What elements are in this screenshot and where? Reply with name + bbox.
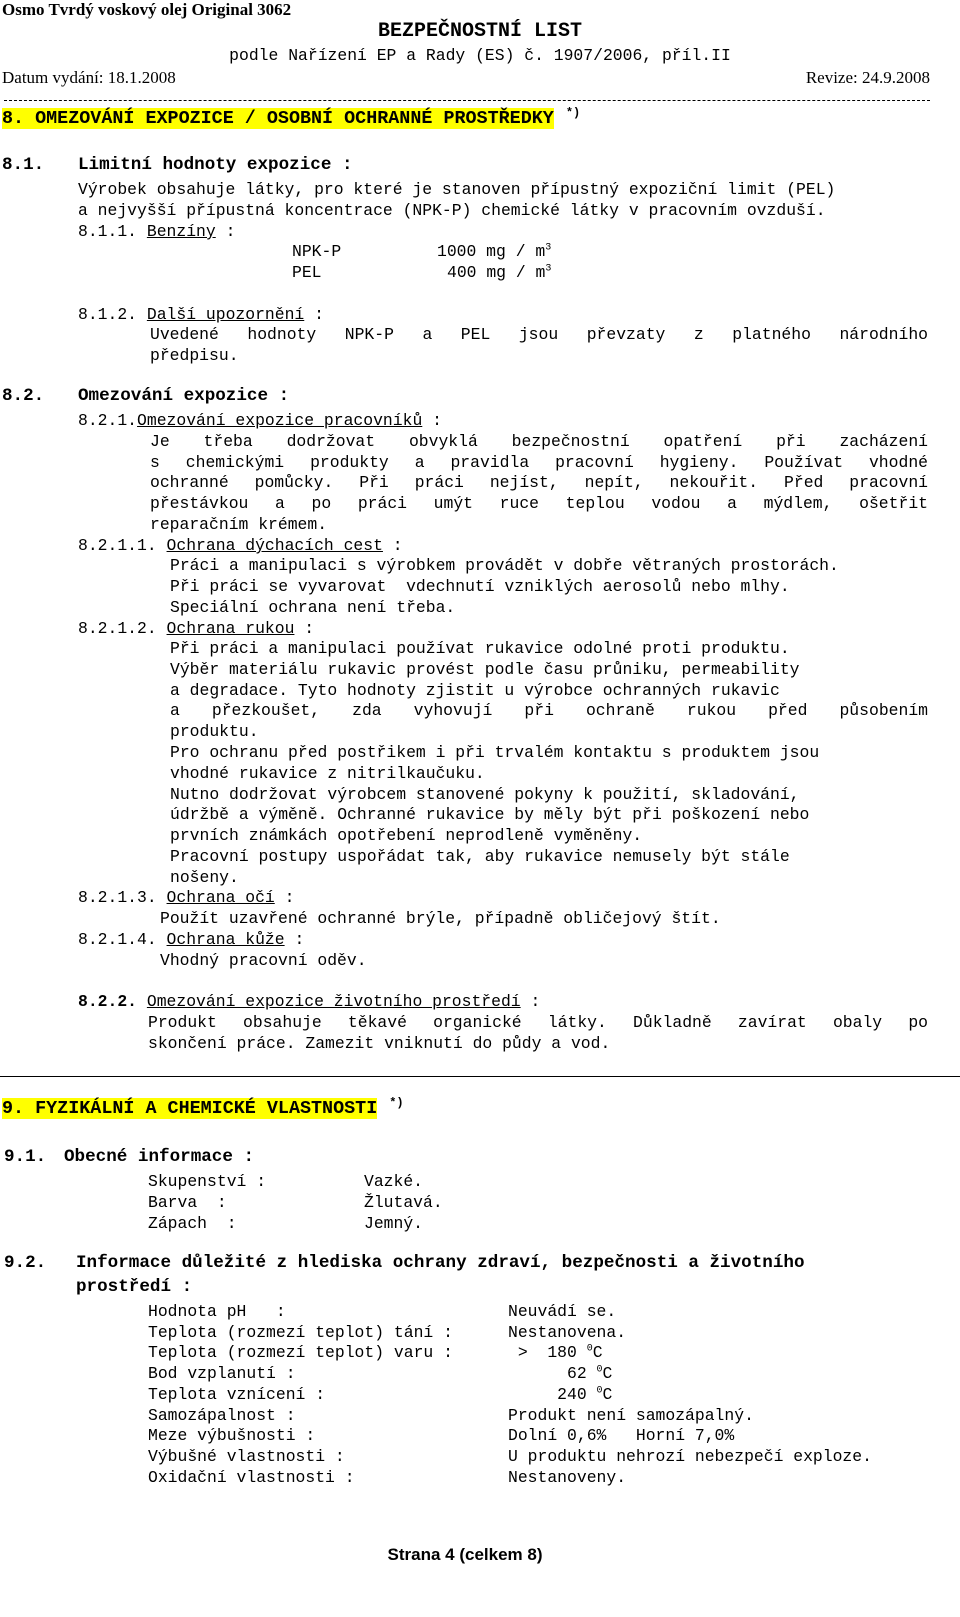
section-8-2-2-heading — [78, 991, 540, 1012]
section-8-2-1-4-number: 8.2.1.4. — [78, 930, 157, 949]
section-9-1-number: 9.1. — [4, 1147, 47, 1167]
section-8-2-1-4-text-1: Vhodný pracovní oděv. — [160, 951, 367, 970]
section-8-2-1-2-text-12: nošeny. — [170, 868, 239, 887]
colon: : — [530, 992, 541, 1011]
explosive-value: U produktu nehrozí nebezpečí exploze. — [508, 1447, 872, 1466]
section-8-2-1-heading — [78, 410, 442, 431]
unit: C — [602, 1364, 613, 1383]
colon: : — [294, 930, 305, 949]
section-8-2-1-1-heading — [78, 535, 403, 556]
color-value: Žlutavá. — [364, 1193, 443, 1212]
issue-date: Datum vydání: 18.1.2008 — [2, 68, 176, 87]
section-9-2-number: 9.2. — [4, 1253, 47, 1273]
section-8-2-2-label: Omezování expozice životního prostředí — [146, 992, 521, 1011]
section-8-2-1-text-3: ochranné pomůcky. Při práci nejíst, nepít, nekouřit. Před pracovní — [150, 473, 928, 492]
boiling-number: > 180 — [508, 1343, 587, 1362]
state-label: Skupenství : — [148, 1172, 267, 1191]
section-8-2-1-3-text-1: Použít uzavřené ochranné brýle, případně obličejový štít. — [160, 909, 721, 928]
section-8-1-title: Limitní hodnoty expozice : — [78, 155, 353, 175]
section-9-mark: *) — [389, 1095, 404, 1110]
revision-date: Revize: 24.9.2008 — [805, 68, 930, 87]
section-8-2-1-3-label: Ochrana očí — [166, 888, 275, 907]
explosion-limits-label: Meze výbušnosti : — [148, 1426, 316, 1445]
document-title: BEZPEČNOSTNÍ LIST — [377, 20, 583, 43]
npk-p-value — [437, 241, 551, 262]
section-8-2-1-2-number: 8.2.1.2. — [78, 619, 157, 638]
section-8-2-1-text-2: s chemickými produkty a pravidla pracovní hygieny. Používat vhodné — [150, 453, 928, 472]
section-8-2-1-2-text-3: a degradace. Tyto hodnoty zjistit u výrobce ochranných rukavic — [170, 681, 780, 700]
npk-p-value-text: 1000 mg / m — [437, 242, 546, 261]
section-8-1-1-label: Benzíny — [146, 222, 216, 241]
section-8-2-1-1-text-2: Při práci se vyvarovat vdechnutí vzniklých aerosolů nebo mlhy. — [170, 577, 790, 596]
ignition-label: Teplota vznícení : — [148, 1385, 326, 1404]
unit: C — [592, 1343, 603, 1362]
section-8-1-number: 8.1. — [2, 155, 45, 175]
section-8-2-1-2-text-10: prvních známkách opotřebení neprodleně vyměněny. — [170, 826, 643, 845]
section-8-2-1-label: Omezování expozice pracovníků — [137, 411, 423, 430]
degree-mark: 0 — [596, 1385, 603, 1397]
pel-label: PEL — [292, 263, 322, 282]
regulation-line: podle Nařízení EP a Rady (ES) č. 1907/2006, příl.II — [229, 46, 731, 65]
pel-value — [447, 262, 551, 283]
section-8-2-1-2-heading — [78, 618, 314, 639]
section-8-1-2-label: Další upozornění — [146, 305, 305, 324]
self-ignition-value: Produkt není samozápalný. — [508, 1406, 754, 1425]
boiling-value — [508, 1342, 603, 1363]
section-8-2-1-2-text-6: Pro ochranu před postřikem i při trvalém kontaktu s produktem jsou — [170, 743, 820, 762]
section-8-mark: *) — [565, 105, 581, 120]
flash-point-value — [508, 1363, 612, 1384]
section-9-2-title-1: Informace důležité z hlediska ochrany zdraví, bezpečnosti a životního — [76, 1253, 805, 1273]
section-8-1-text-2: a nejvyšší přípustná koncentrace (NPK-P) chemické látky v pracovním ovzduší. — [78, 201, 826, 220]
section-8-1-2-number: 8.1.2. — [78, 305, 138, 324]
section-8-2-1-2-text-9: údržbě a výměně. Ochranné rukavice by měly být při poškození nebo — [170, 805, 810, 824]
section-8-2-2-number: 8.2.2. — [78, 992, 138, 1011]
section-8-2-2-text-2: skončení práce. Zamezit vniknutí do půdy a vod. — [148, 1034, 611, 1053]
color-label: Barva : — [148, 1193, 227, 1212]
section-8-2-1-1-number: 8.2.1.1. — [78, 536, 157, 555]
section-8-2-1-1-label: Ochrana dýchacích cest — [166, 536, 383, 555]
ph-label: Hodnota pH : — [148, 1302, 286, 1321]
section-8-2-1-2-text-1: Při práci a manipulaci používat rukavice odolné proti produktu. — [170, 639, 790, 658]
section-divider — [0, 1076, 960, 1077]
colon: : — [225, 222, 236, 241]
section-8-2-1-2-text-7: vhodné rukavice z nitrilkaučuku. — [170, 764, 485, 783]
section-8-2-1-text-1: Je třeba dodržovat obvyklá bezpečnostní opatření při zacházení — [150, 432, 928, 451]
oxidizing-value: Nestanoveny. — [508, 1468, 627, 1487]
melting-value: Nestanovena. — [508, 1323, 627, 1342]
npk-p-label: NPK-P — [292, 242, 342, 261]
state-value: Vazké. — [364, 1172, 424, 1191]
explosion-limits-value: Dolní 0,6% Horní 7,0% — [508, 1426, 735, 1445]
colon: : — [304, 619, 315, 638]
colon: : — [392, 536, 403, 555]
section-8-2-1-3-heading — [78, 887, 294, 908]
npk-p-exponent: 3 — [545, 242, 552, 254]
section-8-2-1-4-label: Ochrana kůže — [166, 930, 285, 949]
section-8-2-2-text-1: Produkt obsahuje těkavé organické látky. Důkladně zavírat obaly po — [148, 1013, 928, 1032]
section-8-2-1-4-heading — [78, 929, 304, 950]
section-8-1-2-heading — [78, 304, 324, 325]
pel-value-text: 400 mg / m — [447, 263, 546, 282]
melting-label: Teplota (rozmezí teplot) tání : — [148, 1323, 453, 1342]
section-9-heading — [2, 1095, 404, 1119]
section-8-2-1-2-text-5: produktu. — [170, 722, 259, 741]
oxidizing-label: Oxidační vlastnosti : — [148, 1468, 355, 1487]
section-8-1-text-1: Výrobek obsahuje látky, pro které je stanoven přípustný expoziční limit (PEL) — [78, 180, 836, 199]
section-8-2-1-2-text-4: a přezkoušet, zda vyhovují při ochraně rukou před působením — [170, 701, 928, 720]
section-8-2-1-2-text-11: Pracovní postupy uspořádat tak, aby rukavice nemusely být stále — [170, 847, 790, 866]
section-9-1-title: Obecné informace : — [64, 1147, 255, 1167]
header-divider — [4, 100, 930, 101]
section-8-2-1-2-text-8: Nutno dodržovat výrobcem stanovené pokyny k použití, skladování, — [170, 785, 800, 804]
section-8-2-1-3-number: 8.2.1.3. — [78, 888, 157, 907]
section-8-title: 8. OMEZOVÁNÍ EXPOZICE / OSOBNÍ OCHRANNÉ PROSTŘEDKY — [2, 108, 554, 129]
section-8-2-number: 8.2. — [2, 386, 45, 406]
ignition-value — [508, 1384, 612, 1405]
section-8-2-1-2-text-2: Výběr materiálu rukavic provést podle času průniku, permeability — [170, 660, 800, 679]
colon: : — [284, 888, 295, 907]
section-8-2-1-text-5: reparačním krémem. — [150, 515, 328, 534]
product-name: Osmo Tvrdý voskový olej Original 3062 — [2, 0, 292, 19]
odor-value: Jemný. — [364, 1214, 424, 1233]
degree-mark: 0 — [596, 1364, 603, 1376]
section-8-1-1-heading — [78, 221, 235, 242]
section-8-2-1-1-text-1: Práci a manipulaci s výrobkem provádět v dobře větraných prostorách. — [170, 556, 839, 575]
page-number: Strana 4 (celkem 8) — [387, 1545, 543, 1564]
odor-label: Zápach : — [148, 1214, 237, 1233]
section-8-2-1-2-label: Ochrana rukou — [166, 619, 295, 638]
unit: C — [602, 1385, 613, 1404]
section-8-2-1-text-4: přestávkou a po práci umýt ruce teplou vodou a mýdlem, ošetřit — [150, 494, 928, 513]
boiling-label: Teplota (rozmezí teplot) varu : — [148, 1343, 453, 1362]
ignition-number: 240 — [508, 1385, 597, 1404]
section-8-2-title: Omezování expozice : — [78, 386, 290, 406]
colon: : — [314, 305, 324, 324]
degree-mark: 0 — [586, 1343, 593, 1355]
explosive-label: Výbušné vlastnosti : — [148, 1447, 345, 1466]
section-8-2-1-number: 8.2.1. — [78, 411, 138, 430]
section-8-1-1-number: 8.1.1. — [78, 222, 138, 241]
self-ignition-label: Samozápalnost : — [148, 1406, 296, 1425]
section-8-1-2-text-1: Uvedené hodnoty NPK-P a PEL jsou převzaty z platného národního — [150, 325, 928, 344]
ph-value: Neuvádí se. — [508, 1302, 617, 1321]
section-8-heading — [2, 105, 581, 129]
pel-exponent: 3 — [545, 263, 552, 275]
section-8-2-1-1-text-3: Speciální ochrana není třeba. — [170, 598, 456, 617]
colon: : — [432, 411, 442, 430]
section-9-2-title-2: prostředí : — [76, 1277, 193, 1297]
section-9-title: 9. FYZIKÁLNÍ A CHEMICKÉ VLASTNOSTI — [2, 1098, 378, 1119]
flash-point-label: Bod vzplanutí : — [148, 1364, 296, 1383]
flash-point-number: 62 — [508, 1364, 597, 1383]
section-8-1-2-text-2: předpisu. — [150, 346, 239, 365]
